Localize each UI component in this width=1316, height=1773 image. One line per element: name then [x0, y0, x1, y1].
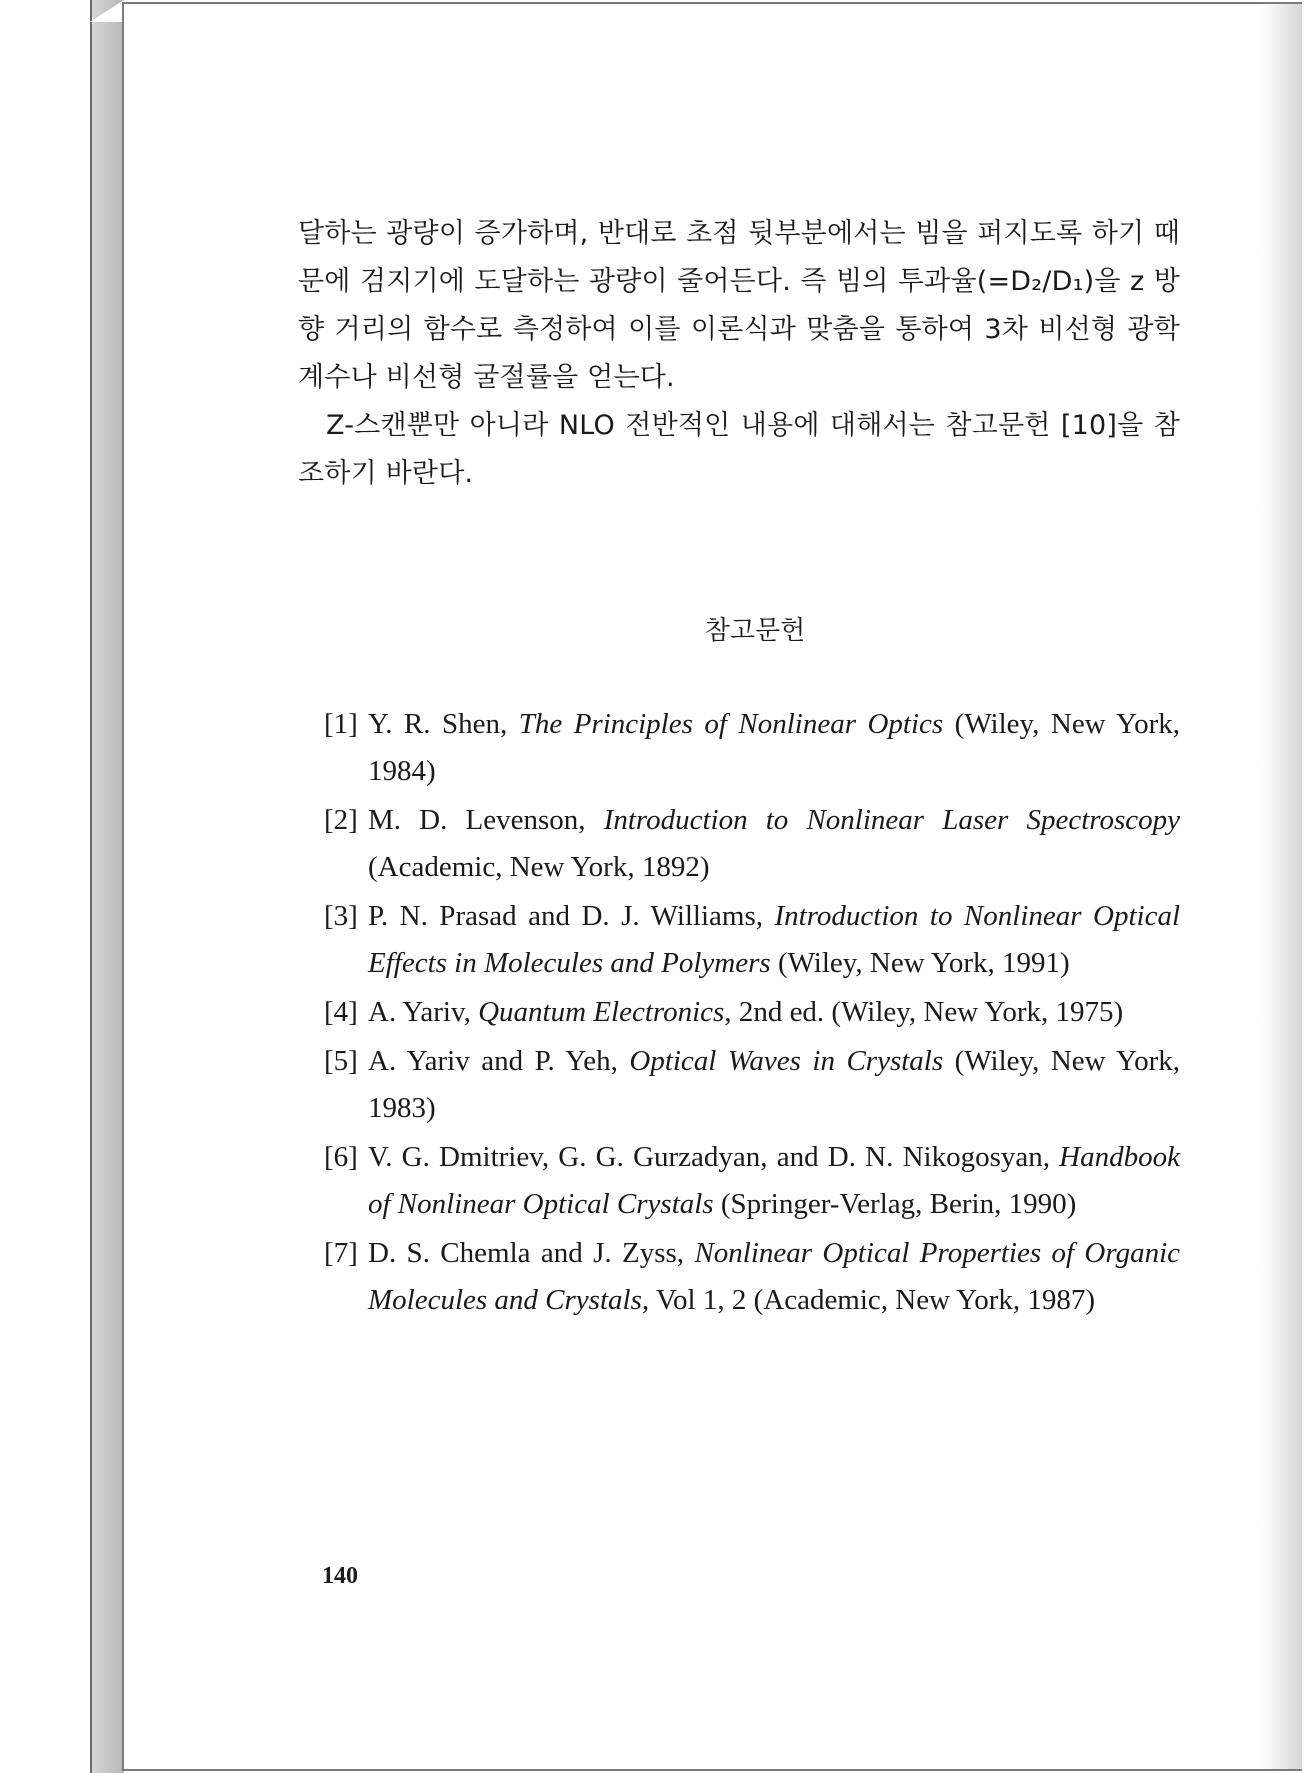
reference-number: [2] [324, 804, 358, 836]
reference-text [368, 797, 1180, 891]
reference-title: Nonlinear Optical Properties of Organic Molecules and Crystals, [368, 1237, 1181, 1316]
reference-publisher: (Wiley, New York, 1991) [770, 947, 1070, 979]
reference-publisher: (Academic, New York, 1892) [368, 851, 710, 883]
reference-authors: P. N. Prasad and D. J. Williams, [368, 900, 775, 932]
book-spine [90, 0, 124, 1773]
body-paragraph-2: Z-스캔뿐만 아니라 NLO 전반적인 내용에 대해서는 참고문헌 [10]을 참조하기 바란다. [298, 410, 1180, 489]
reference-text [368, 1038, 1180, 1132]
reference-publisher: (Springer-Verlag, Berin, 1990) [713, 1188, 1077, 1220]
reference-number: [7] [324, 1237, 358, 1269]
reference-item-3 [324, 893, 1180, 987]
reference-publisher: (Wiley, New York, 1983) [368, 1045, 1180, 1124]
reference-text [368, 1134, 1180, 1228]
reference-title: Introduction to Nonlinear Laser Spectroscopy [603, 804, 1180, 836]
reference-title: Quantum Electronics, [478, 996, 732, 1028]
reference-list [298, 701, 1180, 1324]
reference-title: Introduction to Nonlinear Optical Effects in Molecules and Polymers [368, 900, 1180, 979]
page-edge-shadow [1262, 4, 1302, 1769]
reference-item-5 [324, 1038, 1180, 1132]
body-paragraph-1: 달하는 광량이 증가하며, 반대로 초점 뒷부분에서는 빔을 퍼지도록 하기 때문에 검지기에 도달하는 광량이 줄어든다. 즉 빔의 투과율(=D₂/D₁)을 z 방향 거리의 함수로 측정하여 이를 이론식과 맞춤을 통하여 3차 비선형 광학 계수나 비선형 굴절률을 얻는다. [298, 218, 1180, 393]
reference-text [368, 1230, 1180, 1324]
reference-number: [4] [324, 996, 358, 1028]
reference-authors: Y. R. Shen, [368, 708, 519, 740]
reference-number: [6] [324, 1141, 358, 1173]
reference-text [368, 701, 1180, 795]
reference-item-4 [324, 989, 1180, 1036]
reference-authors: V. G. Dmitriev, G. G. Gurzadyan, and D. N. Nikogosyan, [368, 1141, 1060, 1173]
references-heading: 참고문헌 [704, 616, 806, 646]
reference-text [368, 893, 1180, 987]
reference-authors: A. Yariv, [368, 996, 479, 1028]
reference-publisher: Vol 1, 2 (Academic, New York, 1987) [649, 1284, 1096, 1316]
page-number: 140 [322, 1563, 358, 1589]
reference-item-1 [324, 701, 1180, 795]
reference-item-6 [324, 1134, 1180, 1228]
reference-publisher: 2nd ed. (Wiley, New York, 1975) [731, 996, 1124, 1028]
reference-number: [5] [324, 1045, 358, 1077]
reference-title: Handbook of Nonlinear Optical Crystals [368, 1141, 1180, 1220]
reference-title: The Principles of Nonlinear Optics [518, 708, 944, 740]
reference-title: Optical Waves in Crystals [629, 1045, 944, 1077]
reference-authors: M. D. Levenson, [368, 804, 604, 836]
reference-publisher: (Wiley, New York, 1984) [368, 708, 1180, 787]
reference-authors: D. S. Chemla and J. Zyss, [368, 1237, 695, 1269]
page-content [298, 210, 1180, 1326]
reference-item-2 [324, 797, 1180, 891]
reference-text [368, 989, 1180, 1036]
reference-item-7 [324, 1230, 1180, 1324]
reference-number: [1] [324, 708, 358, 740]
reference-number: [3] [324, 900, 358, 932]
reference-authors: A. Yariv and P. Yeh, [368, 1045, 630, 1077]
